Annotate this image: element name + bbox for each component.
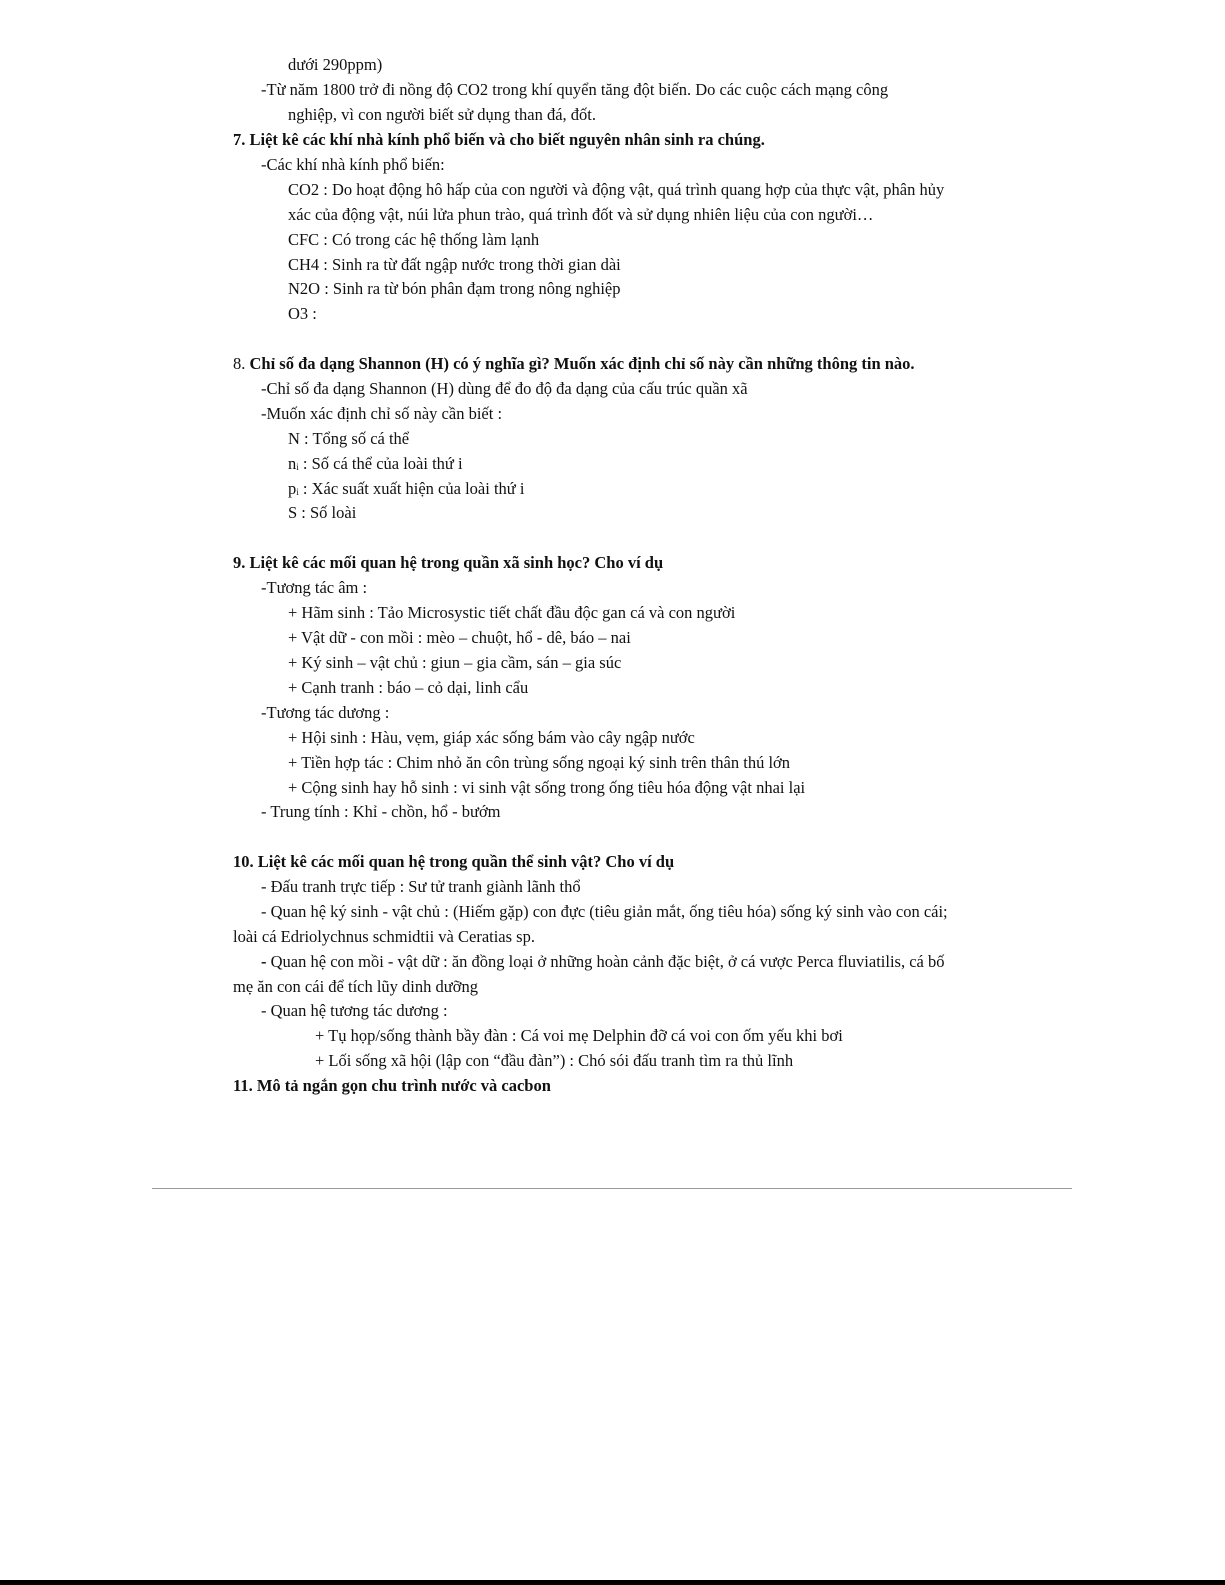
symbol-p: p <box>288 479 297 498</box>
text-line: -Tương tác dương : <box>261 703 390 722</box>
question-8-number: 8. <box>233 354 250 373</box>
bold-dash: - <box>261 952 271 971</box>
text-line: dưới 290ppm) <box>288 55 383 74</box>
text-line: - Đấu tranh trực tiếp : Sư tử tranh giành lãnh thổ <box>261 877 581 896</box>
text-line: + Cộng sinh hay hỗ sinh : vi sinh vật sống trong ống tiêu hóa động vật nhai lại <box>288 778 806 797</box>
text-line: + Ký sinh – vật chủ : giun – gia cầm, sán – gia súc <box>288 653 622 672</box>
text-line: CH4 : Sinh ra từ đất ngập nước trong thời gian dài <box>288 255 621 274</box>
line-text: Quan hệ con mồi - vật dữ : ăn đồng loại ở những hoàn cảnh đặc biệt, ở cá vược Perca fluviatilis, cá bố <box>270 952 945 971</box>
question-10-heading: 10. Liệt kê các mối quan hệ trong quần thể sinh vật? Cho ví dụ <box>233 852 675 871</box>
text-line: + Tiền hợp tác : Chim nhỏ ăn côn trùng sống ngoại ký sinh trên thân thú lớn <box>288 753 791 772</box>
subscript-i: i <box>296 487 299 497</box>
text-line <box>261 952 944 972</box>
text-line: N2O : Sinh ra từ bón phân đạm trong nông nghiệp <box>288 279 621 298</box>
definition-text: : Số cá thể của loài thứ i <box>298 454 463 473</box>
definition-text: : Xác suất xuất hiện của loài thứ i <box>298 479 525 498</box>
text-line: mẹ ăn con cái để tích lũy dinh dưỡng <box>233 977 478 996</box>
text-line: -Tương tác âm : <box>261 578 368 597</box>
text-line: xác của động vật, núi lửa phun trào, quá trình đốt và sử dụng nhiên liệu của con người… <box>288 205 874 224</box>
text-line: + Vật dữ - con mồi : mèo – chuột, hổ - dê, báo – nai <box>288 628 631 647</box>
text-line: - Quan hệ ký sinh - vật chủ : (Hiếm gặp) con đực (tiêu giản mắt, ống tiêu hóa) sống ký sinh vào con cái; <box>261 902 948 921</box>
page-divider <box>152 1188 1072 1189</box>
text-line: + Hội sinh : Hàu, vẹm, giáp xác sống bám vào cây ngập nước <box>288 728 695 747</box>
question-11-heading: 11. Mô tả ngắn gọn chu trình nước và cacbon <box>233 1076 551 1095</box>
text-line: O3 : <box>288 304 317 323</box>
text-line: -Từ năm 1800 trở đi nồng độ CO2 trong khí quyển tăng đột biến. Do các cuộc cách mạng công <box>261 80 889 99</box>
bottom-edge-bar <box>0 1580 1225 1585</box>
question-8-title: Chỉ số đa dạng Shannon (H) có ý nghĩa gì? Muốn xác định chỉ số này cần những thông tin nào. <box>249 354 915 373</box>
text-line: + Tụ họp/sống thành bầy đàn : Cá voi mẹ Delphin đỡ cá voi con ốm yếu khi bơi <box>315 1026 843 1045</box>
text-line: -Muốn xác định chỉ số này cần biết : <box>261 404 503 423</box>
text-line: + Lối sống xã hội (lập con “đầu đàn”) : Chó sói đấu tranh tìm ra thủ lĩnh <box>315 1051 794 1070</box>
text-line: - Quan hệ tương tác dương : <box>261 1001 448 1020</box>
text-line <box>288 454 463 477</box>
text-line: CO2 : Do hoạt động hô hấp của con người và động vật, quá trình quang hợp của thực vật, phân hủy <box>288 180 945 199</box>
text-line: + Hãm sinh : Tảo Microsystic tiết chất đầu độc gan cá và con người <box>288 603 736 622</box>
question-7-heading: 7. Liệt kê các khí nhà kính phổ biến và cho biết nguyên nhân sinh ra chúng. <box>233 130 765 149</box>
symbol-n: n <box>288 454 297 473</box>
text-line: nghiệp, vì con người biết sử dụng than đá, đốt. <box>288 105 596 124</box>
text-line: CFC : Có trong các hệ thống làm lạnh <box>288 230 540 249</box>
subscript-i: i <box>296 462 299 472</box>
text-line: -Các khí nhà kính phổ biến: <box>261 155 445 174</box>
text-line <box>288 479 524 502</box>
text-line: - Trung tính : Khỉ - chồn, hổ - bướm <box>261 802 501 821</box>
text-line: -Chỉ số đa dạng Shannon (H) dùng để đo độ đa dạng của cấu trúc quần xã <box>261 379 748 398</box>
question-9-heading: 9. Liệt kê các mối quan hệ trong quần xã sinh học? Cho ví dụ <box>233 553 664 572</box>
text-line: + Cạnh tranh : báo – cỏ dại, linh cẩu <box>288 678 529 697</box>
text-line: S : Số loài <box>288 503 357 522</box>
text-line: loài cá Edriolychnus schmidtii và Ceratias sp. <box>233 927 535 946</box>
question-8-heading <box>233 354 915 374</box>
text-line: N : Tổng số cá thể <box>288 429 410 448</box>
